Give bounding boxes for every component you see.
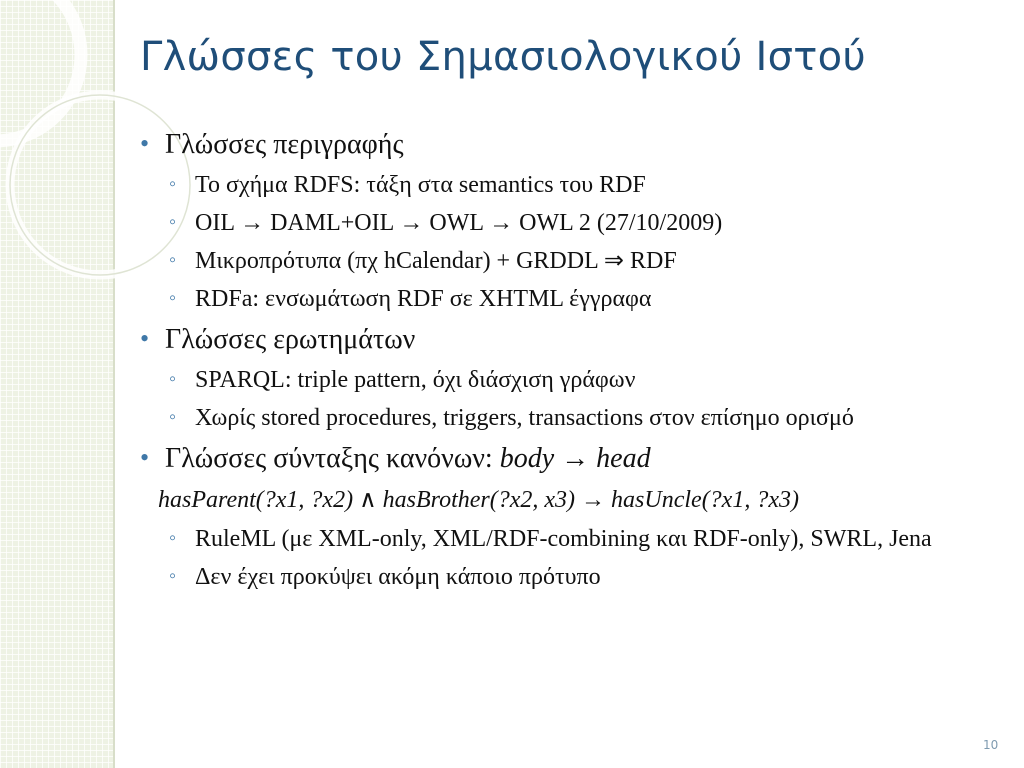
formula-atom-hasuncle: hasUncle(?x1, ?x3) (611, 487, 799, 513)
bullet-query-languages: • Γλώσσες ερωτημάτων (138, 323, 1008, 356)
formula-atom-hasbrother: hasBrother(?x2, x3) (382, 487, 576, 513)
sub-bullet-sparql: ◦ SPARQL: triple pattern, όχι διάσχιση γράφων (138, 366, 1008, 394)
sub-bullet-microformats: ◦ Μικροπρότυπα (πχ hCalendar) + GRDDL ⇒ RDF (138, 247, 1008, 275)
page-number: 10 (983, 738, 999, 752)
rule-heading-prefix: Γλώσσες σύνταξης κανόνων: (165, 443, 493, 474)
sub-bullet-rdfa: ◦ RDFa: ενσωμάτωση RDF σε XHTML έγγραφα (138, 285, 1008, 313)
bullet-content (138, 128, 1008, 591)
bullet-rule-languages (138, 442, 1008, 475)
sub-bullet-no-standard: ◦ Δεν έχει προκύψει ακόμη κάποιο πρότυπο (138, 563, 1008, 591)
formula-implies-arrow: → (581, 487, 606, 513)
sidebar-pattern (0, 0, 113, 768)
formula-atom-hasparent: hasParent(?x1, ?x2) (158, 487, 354, 513)
sub-bullet-oil-owl: ◦ OIL → DAML+OIL → OWL → OWL 2 (27/10/2009) (138, 209, 1008, 237)
rule-body-term: body (499, 443, 555, 474)
sub-bullet-no-stored-procedures: ◦ Χωρίς stored procedures, triggers, transactions στον επίσημο ορισμό (138, 404, 1008, 432)
sub-bullet-rdfs: ◦ Το σχήμα RDFS: τάξη στα semantics του RDF (138, 171, 1008, 199)
bullet-description-languages: • Γλώσσες περιγραφής (138, 128, 1008, 161)
sub-bullet-ruleml: ◦ RuleML (με XML-only, XML/RDF-combining και RDF-only), SWRL, Jena (138, 525, 1008, 553)
slide-title: Γλώσσες του Σημασιολογικού Ιστού (140, 34, 866, 80)
formula-and-operator: ∧ (359, 487, 377, 513)
rule-arrow: → (561, 443, 590, 474)
rule-formula (138, 485, 1008, 515)
rule-head-term: head (596, 443, 651, 474)
sidebar-edge (113, 0, 115, 768)
